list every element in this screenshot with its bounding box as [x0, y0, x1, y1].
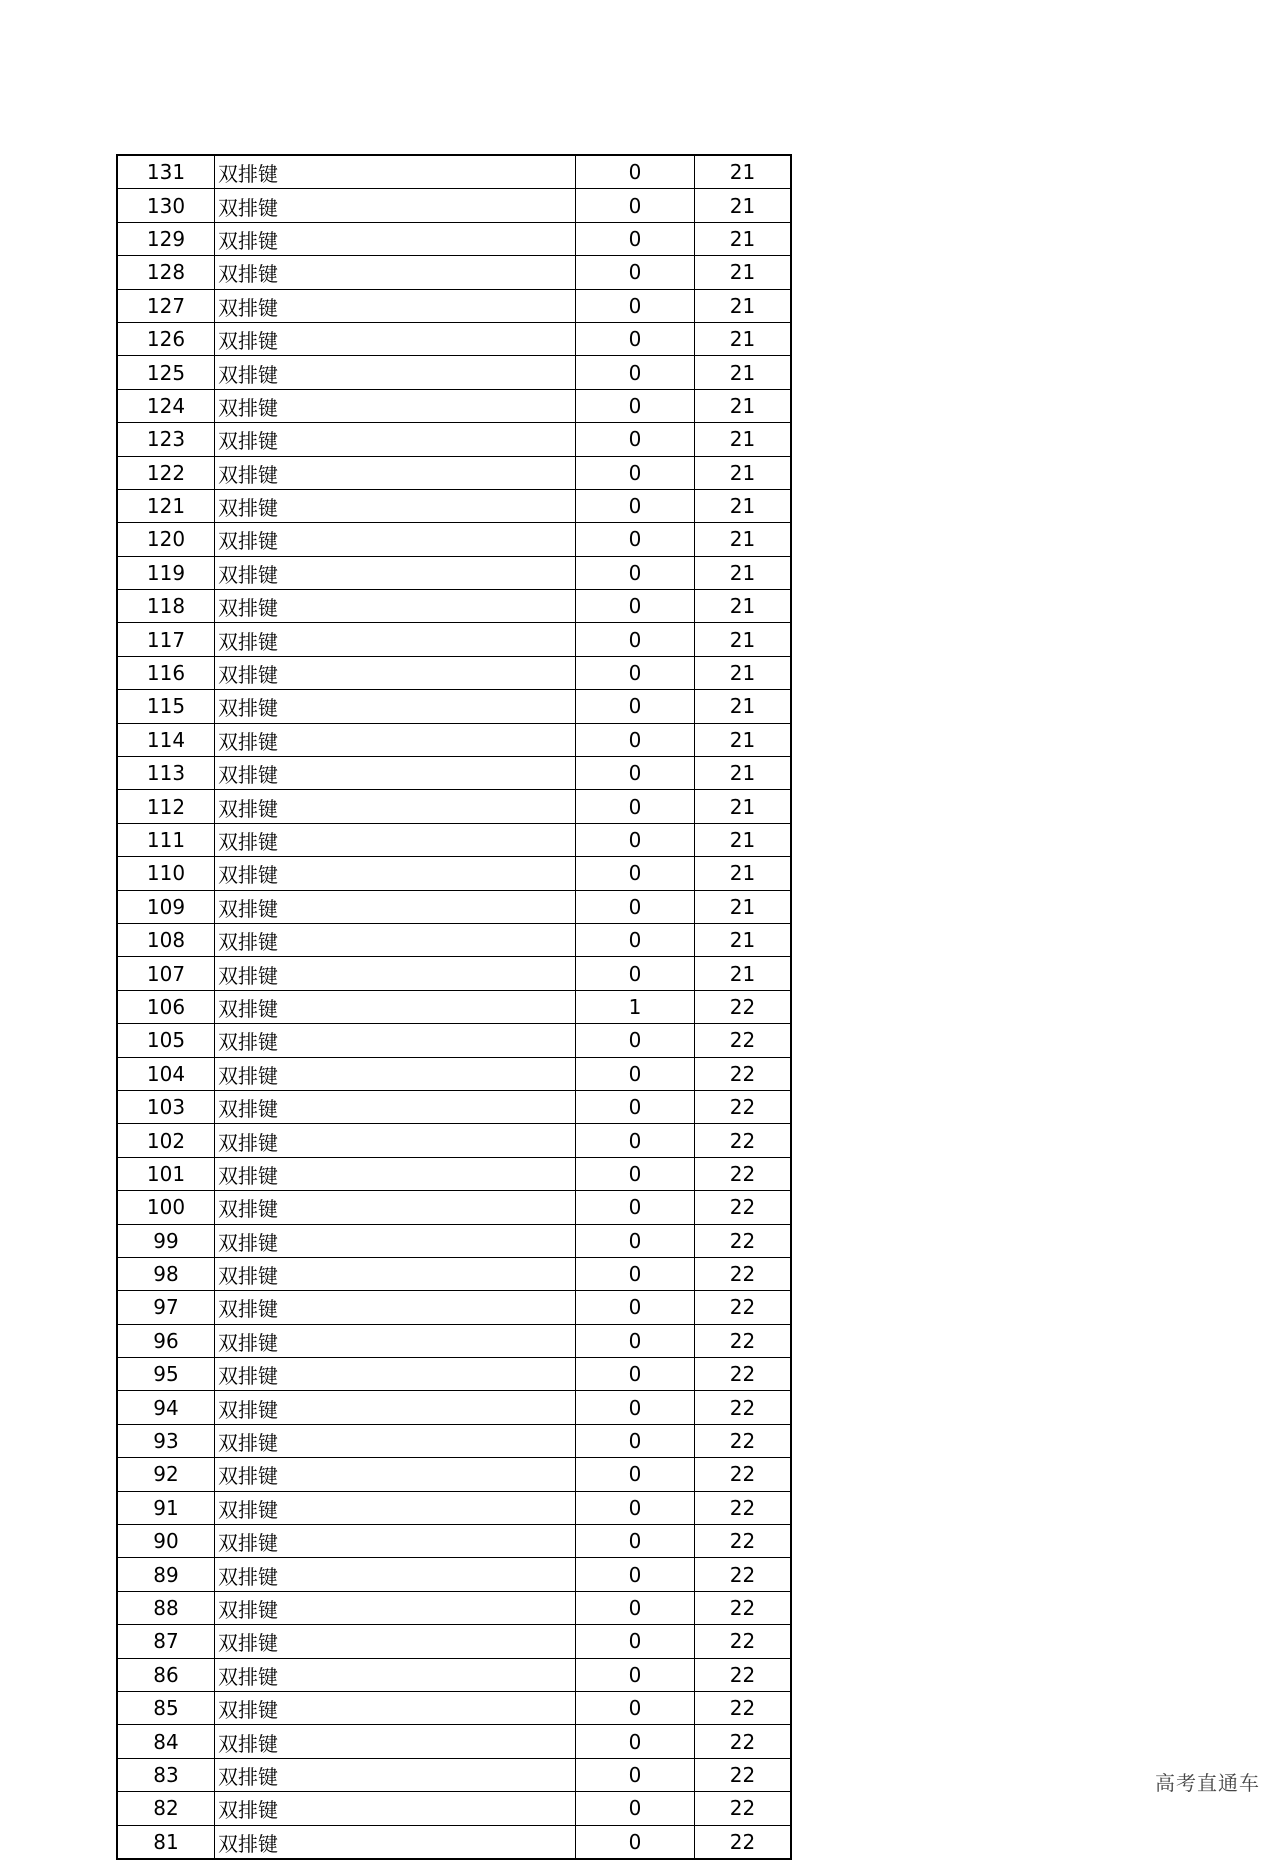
score-cell: 98 — [117, 1257, 215, 1290]
cumulative-cell: 21 — [695, 723, 792, 756]
cumulative-cell: 22 — [695, 1291, 792, 1324]
score-cell: 99 — [117, 1224, 215, 1257]
table-row — [117, 1324, 791, 1357]
cumulative-cell: 21 — [695, 656, 792, 689]
score-cell: 123 — [117, 423, 215, 456]
item-cell: 双排键 — [215, 423, 576, 456]
table-row — [117, 289, 791, 322]
item-cell: 双排键 — [215, 1090, 576, 1123]
cumulative-cell: 22 — [695, 1625, 792, 1658]
item-cell: 双排键 — [215, 923, 576, 956]
count-cell: 0 — [576, 1291, 695, 1324]
score-cell: 116 — [117, 656, 215, 689]
count-cell: 0 — [576, 189, 695, 222]
item-cell: 双排键 — [215, 489, 576, 522]
table-row — [117, 1124, 791, 1157]
score-cell: 97 — [117, 1291, 215, 1324]
table-row — [117, 990, 791, 1023]
item-cell: 双排键 — [215, 289, 576, 322]
table-row — [117, 656, 791, 689]
item-cell: 双排键 — [215, 1424, 576, 1457]
cumulative-cell: 21 — [695, 890, 792, 923]
count-cell: 0 — [576, 1458, 695, 1491]
table-row — [117, 1658, 791, 1691]
count-cell: 0 — [576, 723, 695, 756]
item-cell: 双排键 — [215, 1691, 576, 1724]
count-cell: 0 — [576, 790, 695, 823]
score-cell: 91 — [117, 1491, 215, 1524]
score-cell: 88 — [117, 1591, 215, 1624]
table-row — [117, 857, 791, 890]
score-cell: 111 — [117, 823, 215, 856]
item-cell: 双排键 — [215, 222, 576, 255]
count-cell: 0 — [576, 1558, 695, 1591]
cumulative-cell: 22 — [695, 1825, 792, 1859]
cumulative-cell: 21 — [695, 523, 792, 556]
score-cell: 109 — [117, 890, 215, 923]
table-row — [117, 1525, 791, 1558]
table-row — [117, 423, 791, 456]
item-cell: 双排键 — [215, 1157, 576, 1190]
cumulative-cell: 22 — [695, 1391, 792, 1424]
score-cell: 115 — [117, 690, 215, 723]
score-cell: 113 — [117, 757, 215, 790]
cumulative-cell: 21 — [695, 456, 792, 489]
item-cell: 双排键 — [215, 256, 576, 289]
score-cell: 121 — [117, 489, 215, 522]
item-cell: 双排键 — [215, 990, 576, 1023]
table-row — [117, 1391, 791, 1424]
item-cell: 双排键 — [215, 556, 576, 589]
cumulative-cell: 21 — [695, 423, 792, 456]
item-cell: 双排键 — [215, 857, 576, 890]
cumulative-cell: 22 — [695, 1024, 792, 1057]
table-row — [117, 222, 791, 255]
cumulative-cell: 21 — [695, 623, 792, 656]
table-row — [117, 1792, 791, 1825]
table-row — [117, 1191, 791, 1224]
cumulative-cell: 21 — [695, 256, 792, 289]
cumulative-cell: 22 — [695, 1191, 792, 1224]
score-cell: 107 — [117, 957, 215, 990]
item-cell: 双排键 — [215, 389, 576, 422]
score-cell: 125 — [117, 356, 215, 389]
table-row — [117, 1057, 791, 1090]
cumulative-cell: 21 — [695, 923, 792, 956]
count-cell: 0 — [576, 1424, 695, 1457]
score-cell: 120 — [117, 523, 215, 556]
score-cell: 84 — [117, 1725, 215, 1758]
table-row — [117, 1758, 791, 1791]
item-cell: 双排键 — [215, 1591, 576, 1624]
table-row — [117, 1157, 791, 1190]
score-cell: 128 — [117, 256, 215, 289]
cumulative-cell: 21 — [695, 189, 792, 222]
table-row — [117, 1291, 791, 1324]
table-row — [117, 155, 791, 189]
count-cell: 0 — [576, 656, 695, 689]
table-row — [117, 757, 791, 790]
cumulative-cell: 22 — [695, 1491, 792, 1524]
score-table-body — [117, 155, 791, 1859]
score-cell: 93 — [117, 1424, 215, 1457]
cumulative-cell: 22 — [695, 1424, 792, 1457]
score-cell: 83 — [117, 1758, 215, 1791]
cumulative-cell: 21 — [695, 690, 792, 723]
item-cell: 双排键 — [215, 155, 576, 189]
cumulative-cell: 22 — [695, 1691, 792, 1724]
table-row — [117, 256, 791, 289]
count-cell: 0 — [576, 1358, 695, 1391]
item-cell: 双排键 — [215, 456, 576, 489]
cumulative-cell: 21 — [695, 222, 792, 255]
score-cell: 124 — [117, 389, 215, 422]
item-cell: 双排键 — [215, 1291, 576, 1324]
item-cell: 双排键 — [215, 957, 576, 990]
count-cell: 0 — [576, 423, 695, 456]
item-cell: 双排键 — [215, 1024, 576, 1057]
item-cell: 双排键 — [215, 1257, 576, 1290]
table-row — [117, 790, 791, 823]
count-cell: 0 — [576, 155, 695, 189]
cumulative-cell: 22 — [695, 1090, 792, 1123]
table-row — [117, 823, 791, 856]
cumulative-cell: 21 — [695, 489, 792, 522]
cumulative-cell: 22 — [695, 1658, 792, 1691]
table-row — [117, 723, 791, 756]
count-cell: 0 — [576, 1792, 695, 1825]
count-cell: 0 — [576, 1491, 695, 1524]
item-cell: 双排键 — [215, 1525, 576, 1558]
count-cell: 0 — [576, 1591, 695, 1624]
table-row — [117, 590, 791, 623]
table-row — [117, 1625, 791, 1658]
count-cell: 0 — [576, 623, 695, 656]
item-cell: 双排键 — [215, 757, 576, 790]
score-cell: 126 — [117, 322, 215, 355]
score-cell: 104 — [117, 1057, 215, 1090]
cumulative-cell: 22 — [695, 1124, 792, 1157]
cumulative-cell: 21 — [695, 389, 792, 422]
score-cell: 119 — [117, 556, 215, 589]
cumulative-cell: 21 — [695, 957, 792, 990]
cumulative-cell: 22 — [695, 1157, 792, 1190]
item-cell: 双排键 — [215, 790, 576, 823]
count-cell: 0 — [576, 590, 695, 623]
score-cell: 90 — [117, 1525, 215, 1558]
count-cell: 0 — [576, 1725, 695, 1758]
count-cell: 0 — [576, 823, 695, 856]
score-cell: 110 — [117, 857, 215, 890]
count-cell: 0 — [576, 1257, 695, 1290]
cumulative-cell: 22 — [695, 1725, 792, 1758]
cumulative-cell: 22 — [695, 1358, 792, 1391]
count-cell: 0 — [576, 556, 695, 589]
score-cell: 92 — [117, 1458, 215, 1491]
cumulative-cell: 22 — [695, 1057, 792, 1090]
table-row — [117, 356, 791, 389]
item-cell: 双排键 — [215, 723, 576, 756]
score-cell: 102 — [117, 1124, 215, 1157]
item-cell: 双排键 — [215, 1758, 576, 1791]
score-table — [116, 154, 792, 1860]
item-cell: 双排键 — [215, 356, 576, 389]
item-cell: 双排键 — [215, 1057, 576, 1090]
item-cell: 双排键 — [215, 1224, 576, 1257]
count-cell: 0 — [576, 289, 695, 322]
count-cell: 0 — [576, 1124, 695, 1157]
count-cell: 0 — [576, 1024, 695, 1057]
count-cell: 0 — [576, 256, 695, 289]
score-cell: 103 — [117, 1090, 215, 1123]
score-cell: 85 — [117, 1691, 215, 1724]
score-cell: 118 — [117, 590, 215, 623]
score-cell: 108 — [117, 923, 215, 956]
cumulative-cell: 21 — [695, 590, 792, 623]
score-cell: 112 — [117, 790, 215, 823]
cumulative-cell: 21 — [695, 823, 792, 856]
table-row — [117, 1090, 791, 1123]
item-cell: 双排键 — [215, 322, 576, 355]
count-cell: 0 — [576, 1391, 695, 1424]
count-cell: 0 — [576, 1090, 695, 1123]
score-cell: 114 — [117, 723, 215, 756]
item-cell: 双排键 — [215, 1358, 576, 1391]
cumulative-cell: 22 — [695, 1558, 792, 1591]
table-row — [117, 1358, 791, 1391]
score-cell: 87 — [117, 1625, 215, 1658]
cumulative-cell: 22 — [695, 990, 792, 1023]
cumulative-cell: 21 — [695, 556, 792, 589]
score-cell: 122 — [117, 456, 215, 489]
count-cell: 0 — [576, 222, 695, 255]
table-row — [117, 523, 791, 556]
cumulative-cell: 22 — [695, 1758, 792, 1791]
score-cell: 131 — [117, 155, 215, 189]
count-cell: 0 — [576, 690, 695, 723]
item-cell: 双排键 — [215, 1658, 576, 1691]
table-row — [117, 456, 791, 489]
item-cell: 双排键 — [215, 1825, 576, 1859]
table-row — [117, 1424, 791, 1457]
table-row — [117, 890, 791, 923]
item-cell: 双排键 — [215, 1725, 576, 1758]
item-cell: 双排键 — [215, 690, 576, 723]
cumulative-cell: 21 — [695, 155, 792, 189]
table-row — [117, 1224, 791, 1257]
table-row — [117, 1825, 791, 1859]
count-cell: 0 — [576, 1758, 695, 1791]
table-row — [117, 1591, 791, 1624]
cumulative-cell: 22 — [695, 1525, 792, 1558]
table-row — [117, 556, 791, 589]
cumulative-cell: 21 — [695, 289, 792, 322]
cumulative-cell: 22 — [695, 1458, 792, 1491]
score-cell: 105 — [117, 1024, 215, 1057]
count-cell: 0 — [576, 389, 695, 422]
count-cell: 0 — [576, 757, 695, 790]
cumulative-cell: 21 — [695, 757, 792, 790]
count-cell: 1 — [576, 990, 695, 1023]
item-cell: 双排键 — [215, 1191, 576, 1224]
cumulative-cell: 21 — [695, 790, 792, 823]
count-cell: 0 — [576, 890, 695, 923]
count-cell: 0 — [576, 1324, 695, 1357]
cumulative-cell: 21 — [695, 857, 792, 890]
item-cell: 双排键 — [215, 189, 576, 222]
count-cell: 0 — [576, 456, 695, 489]
score-cell: 100 — [117, 1191, 215, 1224]
score-cell: 101 — [117, 1157, 215, 1190]
table-row — [117, 623, 791, 656]
count-cell: 0 — [576, 1825, 695, 1859]
cumulative-cell: 22 — [695, 1591, 792, 1624]
count-cell: 0 — [576, 957, 695, 990]
table-row — [117, 1024, 791, 1057]
count-cell: 0 — [576, 1658, 695, 1691]
table-row — [117, 1691, 791, 1724]
table-row — [117, 489, 791, 522]
item-cell: 双排键 — [215, 823, 576, 856]
score-cell: 81 — [117, 1825, 215, 1859]
table-row — [117, 189, 791, 222]
count-cell: 0 — [576, 1525, 695, 1558]
item-cell: 双排键 — [215, 656, 576, 689]
count-cell: 0 — [576, 1224, 695, 1257]
table-row — [117, 1458, 791, 1491]
table-row — [117, 690, 791, 723]
count-cell: 0 — [576, 489, 695, 522]
item-cell: 双排键 — [215, 1324, 576, 1357]
item-cell: 双排键 — [215, 1558, 576, 1591]
table-row — [117, 923, 791, 956]
count-cell: 0 — [576, 857, 695, 890]
score-cell: 86 — [117, 1658, 215, 1691]
count-cell: 0 — [576, 923, 695, 956]
score-cell: 129 — [117, 222, 215, 255]
cumulative-cell: 22 — [695, 1792, 792, 1825]
count-cell: 0 — [576, 523, 695, 556]
count-cell: 0 — [576, 322, 695, 355]
item-cell: 双排键 — [215, 590, 576, 623]
item-cell: 双排键 — [215, 1458, 576, 1491]
cumulative-cell: 22 — [695, 1257, 792, 1290]
score-cell: 130 — [117, 189, 215, 222]
score-cell: 94 — [117, 1391, 215, 1424]
item-cell: 双排键 — [215, 1491, 576, 1524]
item-cell: 双排键 — [215, 1124, 576, 1157]
count-cell: 0 — [576, 356, 695, 389]
table-row — [117, 1558, 791, 1591]
table-row — [117, 322, 791, 355]
score-cell: 106 — [117, 990, 215, 1023]
count-cell: 0 — [576, 1191, 695, 1224]
score-cell: 82 — [117, 1792, 215, 1825]
item-cell: 双排键 — [215, 523, 576, 556]
item-cell: 双排键 — [215, 1391, 576, 1424]
count-cell: 0 — [576, 1691, 695, 1724]
cumulative-cell: 22 — [695, 1224, 792, 1257]
count-cell: 0 — [576, 1057, 695, 1090]
table-row — [117, 1257, 791, 1290]
cumulative-cell: 21 — [695, 356, 792, 389]
score-cell: 117 — [117, 623, 215, 656]
table-row — [117, 389, 791, 422]
score-cell: 95 — [117, 1358, 215, 1391]
cumulative-cell: 21 — [695, 322, 792, 355]
item-cell: 双排键 — [215, 623, 576, 656]
watermark: 高考直通车 — [1155, 1771, 1260, 1795]
count-cell: 0 — [576, 1625, 695, 1658]
count-cell: 0 — [576, 1157, 695, 1190]
table-row — [117, 1725, 791, 1758]
score-cell: 89 — [117, 1558, 215, 1591]
item-cell: 双排键 — [215, 1625, 576, 1658]
score-cell: 127 — [117, 289, 215, 322]
item-cell: 双排键 — [215, 1792, 576, 1825]
item-cell: 双排键 — [215, 890, 576, 923]
cumulative-cell: 22 — [695, 1324, 792, 1357]
table-row — [117, 1491, 791, 1524]
table-row — [117, 957, 791, 990]
score-cell: 96 — [117, 1324, 215, 1357]
